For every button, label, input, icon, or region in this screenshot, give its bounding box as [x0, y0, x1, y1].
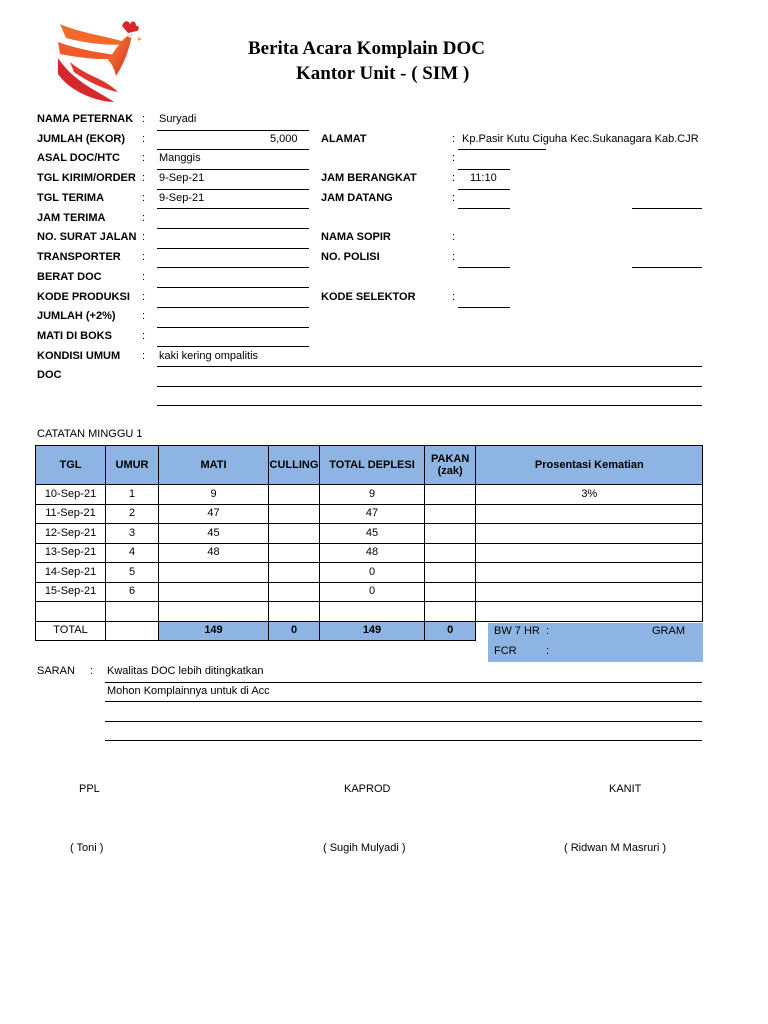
- mortality-table: [35, 445, 703, 641]
- fcr-label: FCR: [494, 645, 517, 657]
- sep-jam-datang: :: [452, 192, 456, 204]
- cell-tgl[interactable]: 10-Sep-21: [36, 485, 106, 505]
- field-line: [157, 189, 309, 190]
- cell-tgl[interactable]: 12-Sep-21: [36, 524, 106, 544]
- sep-no-polisi: :: [452, 251, 456, 263]
- field-line: [157, 169, 309, 170]
- sep-mati-di-boks: :: [142, 330, 146, 342]
- table-row: [36, 524, 703, 544]
- label-mati-di-boks: MATI DI BOKS: [37, 330, 112, 342]
- sep-alamat: :: [452, 133, 456, 145]
- cell-prosentasi[interactable]: [476, 582, 703, 602]
- header-prosentasi: Prosentasi Kematian: [476, 446, 703, 485]
- total-deplesi: 149: [320, 621, 425, 641]
- cell-pakan[interactable]: [425, 543, 476, 563]
- cell-umur[interactable]: 3: [106, 524, 159, 544]
- label-asal-doc: ASAL DOC/HTC: [37, 152, 120, 164]
- sep-jumlah-plus: :: [142, 310, 146, 322]
- cell-mati[interactable]: 45: [159, 524, 269, 544]
- cell-pakan[interactable]: [425, 563, 476, 583]
- label-alamat: ALAMAT: [321, 133, 367, 145]
- label-no-surat-jalan: NO. SURAT JALAN: [37, 231, 137, 243]
- bw-label: BW 7 HR: [494, 625, 540, 637]
- header-total-deplesi: TOTAL DEPLESI: [320, 446, 425, 485]
- signature-name-kaprod: ( Sugih Mulyadi ): [323, 842, 406, 854]
- sep-asal-doc: :: [142, 152, 146, 164]
- cell-mati[interactable]: [159, 602, 269, 622]
- cell-prosentasi[interactable]: 3%: [476, 485, 703, 505]
- cell-culling[interactable]: [269, 543, 320, 563]
- total-pakan: 0: [425, 621, 476, 641]
- cell-pakan[interactable]: [425, 504, 476, 524]
- value-jumlah-ekor[interactable]: 5,000: [270, 133, 298, 145]
- cell-tgl[interactable]: 11-Sep-21: [36, 504, 106, 524]
- field-line: [458, 307, 510, 308]
- label-kode-selektor: KODE SELEKTOR: [321, 291, 416, 303]
- table-row: [36, 602, 703, 622]
- field-line: [105, 740, 702, 741]
- field-line: [157, 267, 309, 268]
- cell-culling[interactable]: [269, 582, 320, 602]
- label-nama-sopir: NAMA SOPIR: [321, 231, 391, 243]
- field-line: [157, 405, 702, 406]
- label-jumlah-ekor: JUMLAH (EKOR): [37, 133, 125, 145]
- cell-pakan[interactable]: [425, 524, 476, 544]
- label-transporter: TRANSPORTER: [37, 251, 121, 263]
- label-jam-datang: JAM DATANG: [321, 192, 393, 204]
- value-jam-berangkat[interactable]: 11:10: [470, 172, 497, 184]
- sep-kondisi-umum: :: [142, 350, 146, 362]
- total-mati: 149: [159, 621, 269, 641]
- cell-total-deplesi[interactable]: [320, 602, 425, 622]
- sep-kode-produksi: :: [142, 291, 146, 303]
- cell-mati[interactable]: [159, 563, 269, 583]
- header-tgl: TGL: [36, 446, 106, 485]
- cell-prosentasi[interactable]: [476, 543, 703, 563]
- field-line: [157, 248, 309, 249]
- cell-umur[interactable]: [106, 602, 159, 622]
- label-berat-doc: BERAT DOC: [37, 271, 102, 283]
- cell-umur[interactable]: 4: [106, 543, 159, 563]
- section-title: CATATAN MINGGU 1: [37, 428, 143, 440]
- saran-sep: :: [90, 665, 94, 677]
- cell-pakan[interactable]: [425, 582, 476, 602]
- sep-transporter: :: [142, 251, 146, 263]
- field-line: [157, 346, 309, 347]
- cell-umur[interactable]: 2: [106, 504, 159, 524]
- field-line: [157, 149, 309, 150]
- field-line: [458, 208, 510, 209]
- header-umur: UMUR: [106, 446, 159, 485]
- bw-unit: GRAM: [652, 625, 685, 637]
- label-no-polisi: NO. POLISI: [321, 251, 380, 263]
- field-line: [157, 287, 309, 288]
- signature-role-kaprod: KAPROD: [344, 783, 391, 795]
- value-kondisi-umum[interactable]: kaki kering ompalitis: [159, 350, 259, 362]
- cell-culling[interactable]: [269, 602, 320, 622]
- label-kode-produksi: KODE PRODUKSI: [37, 291, 130, 303]
- cell-culling[interactable]: [269, 485, 320, 505]
- cell-pakan[interactable]: [425, 602, 476, 622]
- cell-prosentasi[interactable]: [476, 504, 703, 524]
- table-row: [36, 582, 703, 602]
- label-jumlah-plus: JUMLAH (+2%): [37, 310, 116, 322]
- field-line: [105, 682, 702, 683]
- field-line: [632, 267, 702, 268]
- signature-name-ppl: ( Toni ): [70, 842, 104, 854]
- header-culling: CULLING: [269, 446, 320, 485]
- signature-role-ppl: PPL: [79, 783, 100, 795]
- cell-total-deplesi[interactable]: 47: [320, 504, 425, 524]
- saran-label: SARAN: [37, 665, 75, 677]
- field-line: [105, 701, 702, 702]
- field-line: [458, 267, 510, 268]
- cell-tgl[interactable]: 13-Sep-21: [36, 543, 106, 563]
- table-header-row: [36, 446, 703, 485]
- field-line: [458, 189, 510, 190]
- fcr-sep: :: [546, 645, 550, 657]
- cell-tgl[interactable]: [36, 602, 106, 622]
- field-line: [157, 208, 309, 209]
- label-jam-berangkat: JAM BERANGKAT: [321, 172, 417, 184]
- cell-umur[interactable]: 1: [106, 485, 159, 505]
- cell-mati[interactable]: 9: [159, 485, 269, 505]
- table-row: [36, 543, 703, 563]
- field-line: [157, 307, 309, 308]
- cell-culling[interactable]: [269, 563, 320, 583]
- sep-jam-terima: :: [142, 212, 146, 224]
- signature-name-kanit: ( Ridwan M Masruri ): [564, 842, 667, 854]
- label-kondisi-umum: KONDISI UMUM: [37, 350, 121, 362]
- field-line: [157, 130, 309, 131]
- label-doc: DOC: [37, 369, 62, 381]
- field-line: [157, 228, 309, 229]
- signature-role-kanit: KANIT: [609, 783, 642, 795]
- total-culling: 0: [269, 621, 320, 641]
- field-line: [105, 721, 702, 722]
- cell-total-deplesi[interactable]: 9: [320, 485, 425, 505]
- value-tgl-terima[interactable]: 9-Sep-21: [159, 192, 205, 204]
- cell-culling[interactable]: [269, 524, 320, 544]
- cell-tgl[interactable]: 14-Sep-21: [36, 563, 106, 583]
- sep-nama-sopir: :: [452, 231, 456, 243]
- sep-jam-berangkat: :: [452, 172, 456, 184]
- document-title-line1: Berita Acara Komplain DOC: [248, 38, 485, 59]
- value-tgl-kirim[interactable]: 9-Sep-21: [159, 172, 205, 184]
- rooster-logo-icon: [52, 16, 142, 108]
- value-alamat[interactable]: Kp.Pasir Kutu Ciguha Kec.Sukanagara Kab.CJR: [462, 133, 699, 145]
- cell-pakan[interactable]: [425, 485, 476, 505]
- bw-sep: :: [546, 625, 550, 637]
- value-nama-peternak[interactable]: Suryadi: [159, 113, 197, 125]
- cell-total-deplesi[interactable]: 0: [320, 563, 425, 583]
- cell-total-deplesi[interactable]: 45: [320, 524, 425, 544]
- saran-line-2[interactable]: Mohon Komplainnya untuk di Acc: [107, 685, 270, 697]
- cell-prosentasi[interactable]: [476, 563, 703, 583]
- label-nama-peternak: NAMA PETERNAK: [37, 113, 134, 125]
- sep-alamat-2: :: [452, 152, 456, 164]
- sep-jumlah-ekor: :: [142, 133, 146, 145]
- cell-mati[interactable]: 48: [159, 543, 269, 563]
- table-body: [36, 485, 703, 622]
- total-umur: [106, 621, 159, 641]
- header-mati: MATI: [159, 446, 269, 485]
- table-row: [36, 504, 703, 524]
- header-pakan: PAKAN (zak): [425, 446, 476, 485]
- cell-umur[interactable]: 5: [106, 563, 159, 583]
- table-row: [36, 563, 703, 583]
- cell-umur[interactable]: 6: [106, 582, 159, 602]
- cell-total-deplesi[interactable]: 48: [320, 543, 425, 563]
- total-label: TOTAL: [36, 621, 106, 641]
- cell-mati[interactable]: [159, 582, 269, 602]
- cell-mati[interactable]: 47: [159, 504, 269, 524]
- sep-tgl-kirim: :: [142, 172, 146, 184]
- sep-tgl-terima: :: [142, 192, 146, 204]
- sep-berat-doc: :: [142, 271, 146, 283]
- sep-kode-selektor: :: [452, 291, 456, 303]
- value-asal-doc[interactable]: Manggis: [159, 152, 201, 164]
- saran-line-1[interactable]: Kwalitas DOC lebih ditingkatkan: [107, 665, 264, 677]
- cell-prosentasi[interactable]: [476, 602, 703, 622]
- field-line: [157, 366, 702, 367]
- cell-culling[interactable]: [269, 504, 320, 524]
- sep-no-surat-jalan: :: [142, 231, 146, 243]
- field-line: [458, 169, 510, 170]
- document-title-line2: Kantor Unit - ( SIM ): [296, 63, 470, 84]
- label-jam-terima: JAM TERIMA: [37, 212, 106, 224]
- label-tgl-terima: TGL TERIMA: [37, 192, 105, 204]
- table-row: [36, 485, 703, 505]
- label-tgl-kirim: TGL KIRIM/ORDER: [37, 172, 136, 184]
- sep-nama-peternak: :: [142, 113, 146, 125]
- cell-prosentasi[interactable]: [476, 524, 703, 544]
- field-line: [632, 208, 702, 209]
- field-line: [157, 327, 309, 328]
- field-line: [157, 386, 702, 387]
- field-line: [458, 149, 546, 150]
- cell-tgl[interactable]: 15-Sep-21: [36, 582, 106, 602]
- cell-total-deplesi[interactable]: 0: [320, 582, 425, 602]
